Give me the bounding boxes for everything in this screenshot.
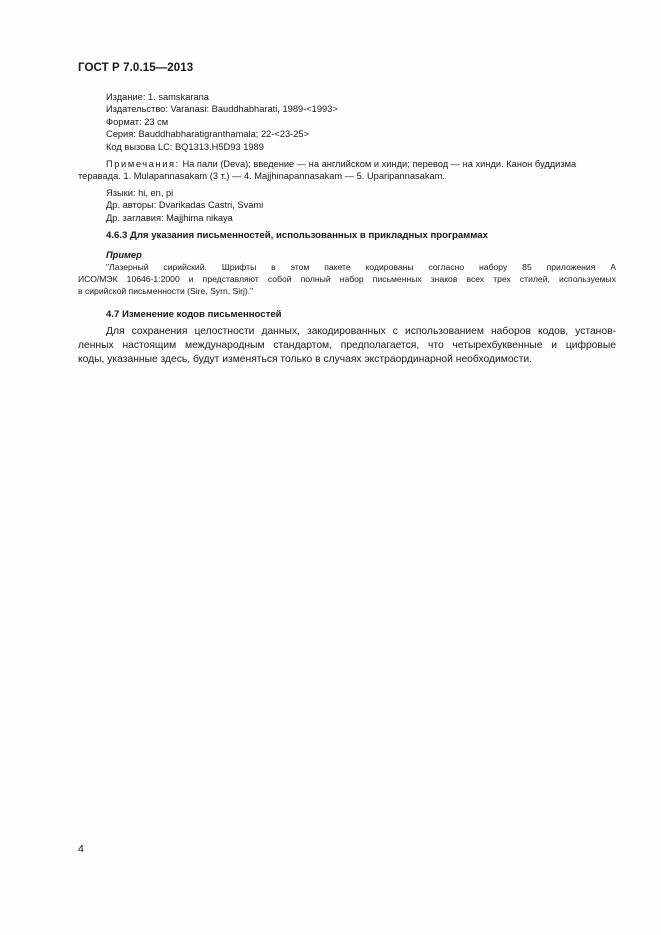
- example-block: [78, 249, 616, 297]
- other-titles-line: Др. заглавия: Majjhima nikaya: [106, 212, 233, 223]
- edition-line: Издание: 1. samskarana: [106, 92, 209, 102]
- section-4-6-3-heading: 4.6.3 Для указания письменностей, использованных в прикладных программах: [106, 230, 488, 241]
- section-4-7-line-1: Для сохранения целостности данных, закодированных с использованием наборов кодов, установ-: [106, 326, 616, 337]
- section-4-7-body: [78, 325, 616, 368]
- note-text-1: На пали (Deva); введение — на английском и хинди; перевод — на хинди. Канон буддизма: [182, 159, 577, 169]
- example-line-2: ИСО/МЭК 10646-1:2000 и представляют собой полный набор письменных знаков всех трех стилей, используемых: [78, 274, 616, 284]
- note-line-2: теравада. 1. Mulapannasakam (3 т.) — 4. Majjhinapannasakam — 5. Uparipannasakam.: [78, 171, 445, 182]
- publisher-line: Издательство: Varanasi: Bauddhabharati, 1989-<1993>: [106, 104, 338, 115]
- section-4-7-line-3: коды, указанные здесь, будут изменяться только в случаях экстраординарной необходимости.: [78, 354, 533, 366]
- languages-line: Языки: hi, en, pi: [106, 188, 174, 198]
- section-4-7-heading: 4.7 Изменение кодов письменностей: [106, 309, 282, 320]
- section-4-7-line-2: ленных настоящим международным стандартом, предполагается, что четырехбуквенные и цифровые: [78, 340, 616, 352]
- record-details-block: [78, 91, 616, 153]
- call-number-line: Код вызова LC: BQ1313.H5D93 1989: [106, 141, 264, 152]
- example-label: Пример: [106, 250, 142, 260]
- example-line-1: "Лазерный сирийский. Шрифты в этом пакете кодированы согласно набору 85 приложения А: [106, 262, 616, 272]
- other-authors-line: Др. авторы: Dvarikadas Castri, Svami: [106, 200, 264, 211]
- section-4-6-3: [78, 230, 616, 242]
- page-number: 4: [78, 843, 84, 855]
- note-line-1: [78, 158, 616, 170]
- standard-code-header: ГОСТ Р 7.0.15—2013: [78, 62, 194, 74]
- section-4-7: [78, 309, 616, 321]
- record-extra-block: [78, 187, 616, 224]
- example-line-3: в сирийской письменности (Sire, Syrn, Sirj).": [78, 286, 254, 296]
- format-line: Формат: 23 см: [106, 116, 169, 127]
- series-line: Серия: Bauddhabharatigranthamala; 22-<23-25>: [106, 129, 310, 140]
- note-label: Примечания:: [106, 159, 180, 169]
- note-block: [78, 158, 616, 183]
